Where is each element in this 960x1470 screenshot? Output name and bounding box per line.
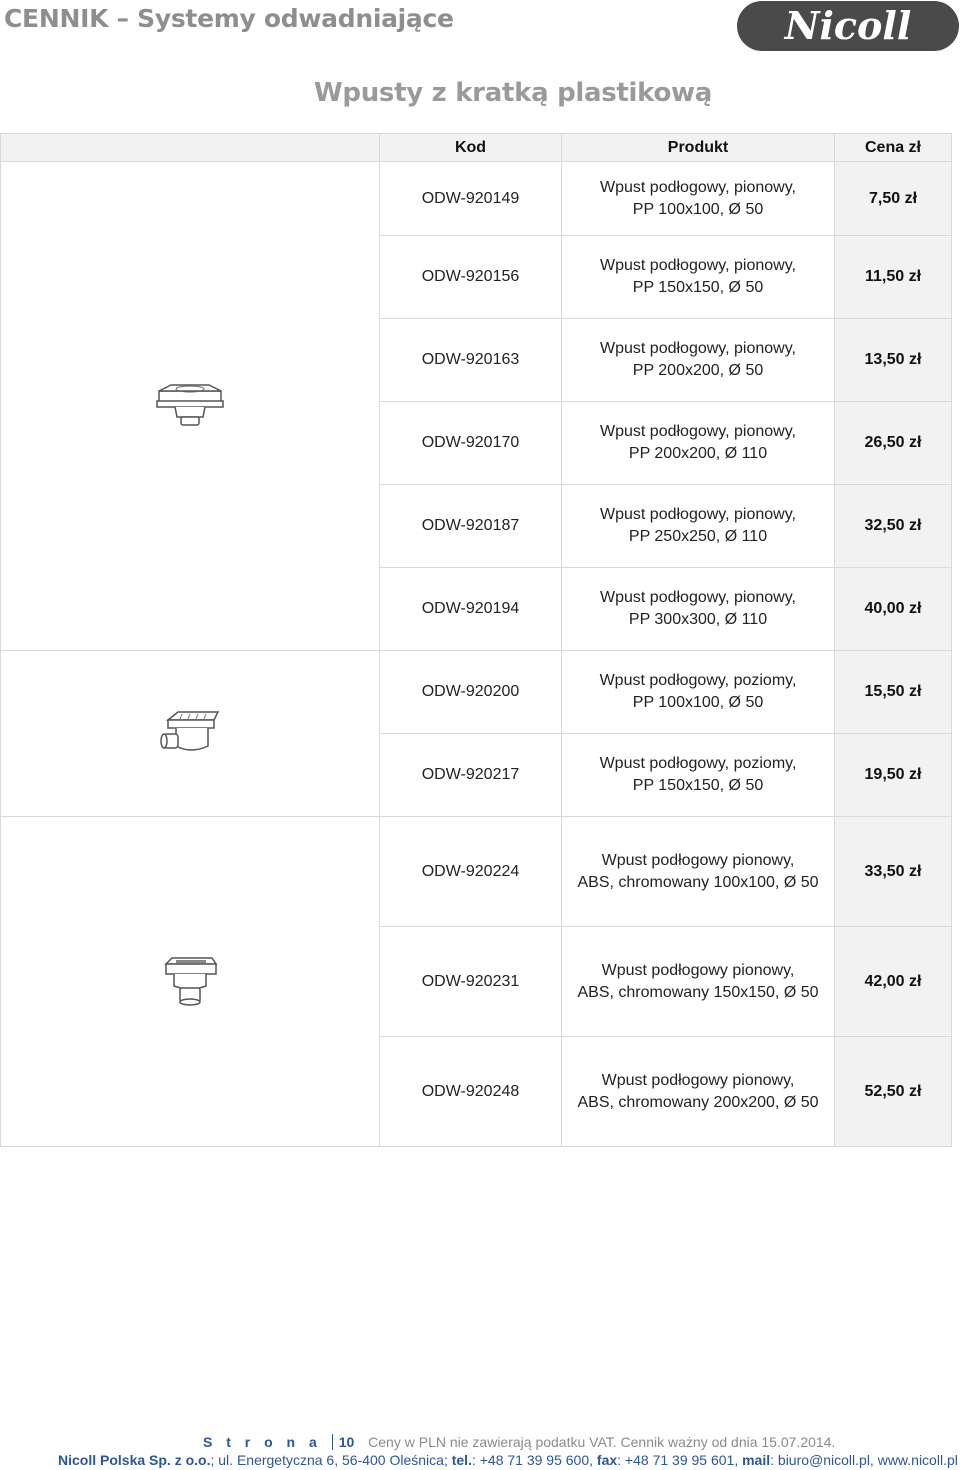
fax-number: : +48 71 39 95 601, [617,1452,743,1468]
product-image-horizontal-drain [1,651,380,817]
section-title: Wpusty z kratką plastikową [314,78,712,108]
chrome-drain-icon [162,956,218,1008]
price-column-header: Cena zł [835,134,952,162]
product-description: Wpust podłogowy, pionowy, PP 300x300, Ø 110 [562,568,835,651]
product-description: Wpust podłogowy, pionowy, PP 250x250, Ø 110 [562,485,835,568]
table-row [1,651,952,734]
product-price: 13,50 zł [835,319,952,402]
product-price: 42,00 zł [835,927,952,1037]
product-price: 52,50 zł [835,1037,952,1147]
product-description: Wpust podłogowy, poziomy, PP 100x100, Ø 50 [562,651,835,734]
product-price: 7,50 zł [835,162,952,236]
product-description: Wpust podłogowy pionowy, ABS, chromowany 100x100, Ø 50 [562,817,835,927]
image-column-header [1,134,380,162]
company-address: ; ul. Energetyczna 6, 56-400 Oleśnica; [210,1452,452,1468]
vertical-drain-icon [155,383,225,429]
page-number: 10 [332,1434,355,1450]
horizontal-drain-icon [158,710,222,758]
code-column-header: Kod [380,134,562,162]
document-title: CENNIK – Systemy odwadniające [4,4,454,33]
product-code: ODW-920156 [380,236,562,319]
table-row [1,162,952,236]
product-code: ODW-920163 [380,319,562,402]
product-code: ODW-920170 [380,402,562,485]
contact-email-web[interactable]: : biuro@nicoll.pl, www.nicoll.pl [770,1452,958,1468]
product-image-vertical-drain [1,162,380,651]
product-price: 40,00 zł [835,568,952,651]
product-image-chrome-drain [1,817,380,1147]
tel-number: : +48 71 39 95 600, [471,1452,597,1468]
product-description: Wpust podłogowy, pionowy, PP 200x200, Ø 50 [562,319,835,402]
product-code: ODW-920149 [380,162,562,236]
product-price: 15,50 zł [835,651,952,734]
price-table [0,133,952,1147]
product-description: Wpust podłogowy, pionowy, PP 200x200, Ø 110 [562,402,835,485]
product-price: 33,50 zł [835,817,952,927]
product-code: ODW-920248 [380,1037,562,1147]
table-row [1,817,952,927]
logo-text: Nicoll [784,3,912,48]
product-description: Wpust podłogowy pionowy, ABS, chromowany 200x200, Ø 50 [562,1037,835,1147]
product-price: 19,50 zł [835,734,952,817]
price-note: Ceny w PLN nie zawierają podatku VAT. Cennik ważny od dnia 15.07.2014. [368,1434,836,1450]
product-code: ODW-920224 [380,817,562,927]
nicoll-logo [737,1,959,51]
product-code: ODW-920194 [380,568,562,651]
product-column-header: Produkt [562,134,835,162]
product-price: 11,50 zł [835,236,952,319]
product-price: 26,50 zł [835,402,952,485]
fax-label: fax [596,1452,618,1468]
product-description: Wpust podłogowy, pionowy, PP 100x100, Ø 50 [562,162,835,236]
mail-label: mail [742,1452,771,1468]
product-description: Wpust podłogowy pionowy, ABS, chromowany 150x150, Ø 50 [562,927,835,1037]
tel-label: tel. [451,1452,472,1468]
product-description: Wpust podłogowy, pionowy, PP 150x150, Ø 50 [562,236,835,319]
page-label: S t r o n a [203,1434,322,1450]
company-name: Nicoll Polska Sp. z o.o. [58,1452,211,1468]
product-price: 32,50 zł [835,485,952,568]
footer-company-line [58,1452,958,1468]
product-code: ODW-920200 [380,651,562,734]
product-code: ODW-920187 [380,485,562,568]
table-header-row [1,134,952,162]
product-code: ODW-920217 [380,734,562,817]
product-code: ODW-920231 [380,927,562,1037]
footer-page-line [203,1434,835,1450]
product-description: Wpust podłogowy, poziomy, PP 150x150, Ø 50 [562,734,835,817]
